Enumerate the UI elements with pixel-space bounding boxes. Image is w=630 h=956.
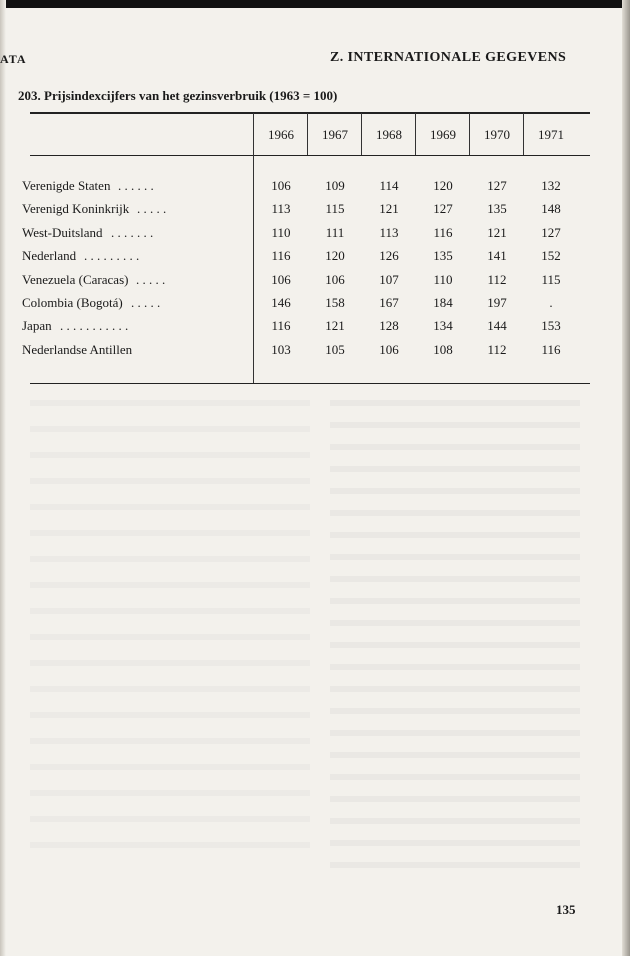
index-value-1967: 115: [325, 201, 345, 217]
country-name: Venezuela (Caracas): [22, 271, 129, 287]
index-value-1970: 141: [487, 248, 507, 264]
index-value-1969: 120: [433, 178, 453, 193]
index-value-1968: 121: [379, 201, 399, 217]
scan-right-edge: [622, 0, 630, 956]
scan-left-edge: [0, 0, 6, 956]
header-bottom-rule: [30, 155, 590, 156]
leader-dots: . . . . . . . . .: [84, 248, 140, 264]
table-row: [22, 295, 622, 315]
country-name: Nederlandse Antillen: [22, 341, 133, 357]
index-value-1966: 103: [271, 341, 291, 357]
index-value-1966: 106: [271, 178, 291, 193]
index-value-1966: 116: [271, 248, 291, 264]
index-value-1971: 148: [541, 201, 561, 217]
index-value-1968: 167: [379, 295, 399, 310]
index-value-1966: 113: [271, 201, 291, 217]
index-value-1967: 158: [325, 295, 345, 310]
index-value-1970: 112: [487, 341, 507, 357]
index-value-1967: 109: [325, 178, 345, 193]
index-value-1968: 128: [379, 318, 399, 334]
country-name: Verenigd Koninkrijk: [22, 201, 130, 217]
country-name: West-Duitsland: [22, 224, 103, 240]
year-header-1966: 1966: [268, 127, 294, 142]
year-header-1968: 1968: [376, 127, 402, 142]
index-value-1970: 112: [487, 271, 507, 287]
index-value-1971: 152: [541, 248, 561, 264]
table-row: [22, 248, 622, 268]
index-value-1968: 114: [379, 178, 399, 193]
year-header-1969: 1969: [430, 127, 456, 142]
index-value-1971: 153: [541, 318, 561, 334]
margin-mark: ATA: [0, 52, 27, 66]
scan-top-band: [0, 0, 630, 8]
index-value-1969: 127: [433, 201, 453, 217]
leader-dots: . . . . .: [136, 271, 166, 287]
index-value-1967: 105: [325, 341, 345, 357]
index-value-1970: 127: [487, 178, 507, 193]
country-name: Colombia (Bogotá): [22, 295, 123, 310]
index-value-1969: 108: [433, 341, 453, 357]
section-title: Z. INTERNATIONALE GEGEVENS: [330, 50, 567, 65]
index-value-1968: 126: [379, 248, 399, 264]
index-value-1970: 135: [487, 201, 507, 217]
table-row: [22, 201, 622, 221]
index-value-1967: 121: [325, 318, 345, 334]
index-value-1971: 127: [541, 224, 561, 240]
index-value-1969: 184: [433, 295, 453, 310]
index-value-1971: 116: [541, 341, 561, 357]
table-title: 203. Prijsindexcijfers van het gezinsverbruik (1963 = 100): [18, 88, 338, 103]
index-value-1966: 106: [271, 271, 291, 287]
country-name: Verenigde Staten: [22, 178, 111, 193]
index-value-1969: 135: [433, 248, 453, 264]
table-row: [22, 318, 622, 338]
table-row: [22, 178, 622, 198]
index-value-1969: 134: [433, 318, 453, 334]
year-header-1970: 1970: [484, 127, 510, 142]
index-value-1970: 197: [487, 295, 507, 310]
index-value-1971: .: [549, 295, 553, 310]
index-value-1966: 146: [271, 295, 291, 310]
index-value-1966: 110: [271, 224, 291, 240]
index-value-1969: 116: [433, 224, 453, 240]
index-value-1968: 107: [379, 271, 399, 287]
index-value-1968: 106: [379, 341, 399, 357]
leader-dots: . . . . . . .: [111, 224, 154, 240]
year-header-1967: 1967: [322, 127, 348, 142]
table-row: [22, 272, 622, 292]
table-top-rule: [30, 112, 590, 114]
page-number: 135: [556, 902, 576, 917]
index-value-1967: 111: [325, 224, 345, 240]
index-value-1967: 106: [325, 271, 345, 287]
index-value-1970: 121: [487, 224, 507, 240]
table-bottom-rule: [30, 383, 590, 384]
index-value-1970: 144: [487, 318, 507, 334]
country-name: Nederland: [22, 248, 77, 264]
index-value-1967: 120: [325, 248, 345, 264]
country-name: Japan: [22, 318, 52, 334]
index-value-1971: 132: [541, 178, 561, 193]
leader-dots: . . . . . . . . . . .: [60, 318, 129, 334]
index-value-1966: 116: [271, 318, 291, 334]
table-row: [22, 225, 622, 245]
leader-dots: . . . . .: [131, 295, 161, 310]
year-header-1971: 1971: [538, 127, 564, 142]
index-value-1968: 113: [379, 224, 399, 240]
leader-dots: . . . . . .: [118, 178, 154, 193]
table-row: [22, 342, 622, 362]
index-value-1969: 110: [433, 271, 453, 287]
leader-dots: . . . . .: [137, 201, 167, 217]
index-value-1971: 115: [541, 271, 561, 287]
